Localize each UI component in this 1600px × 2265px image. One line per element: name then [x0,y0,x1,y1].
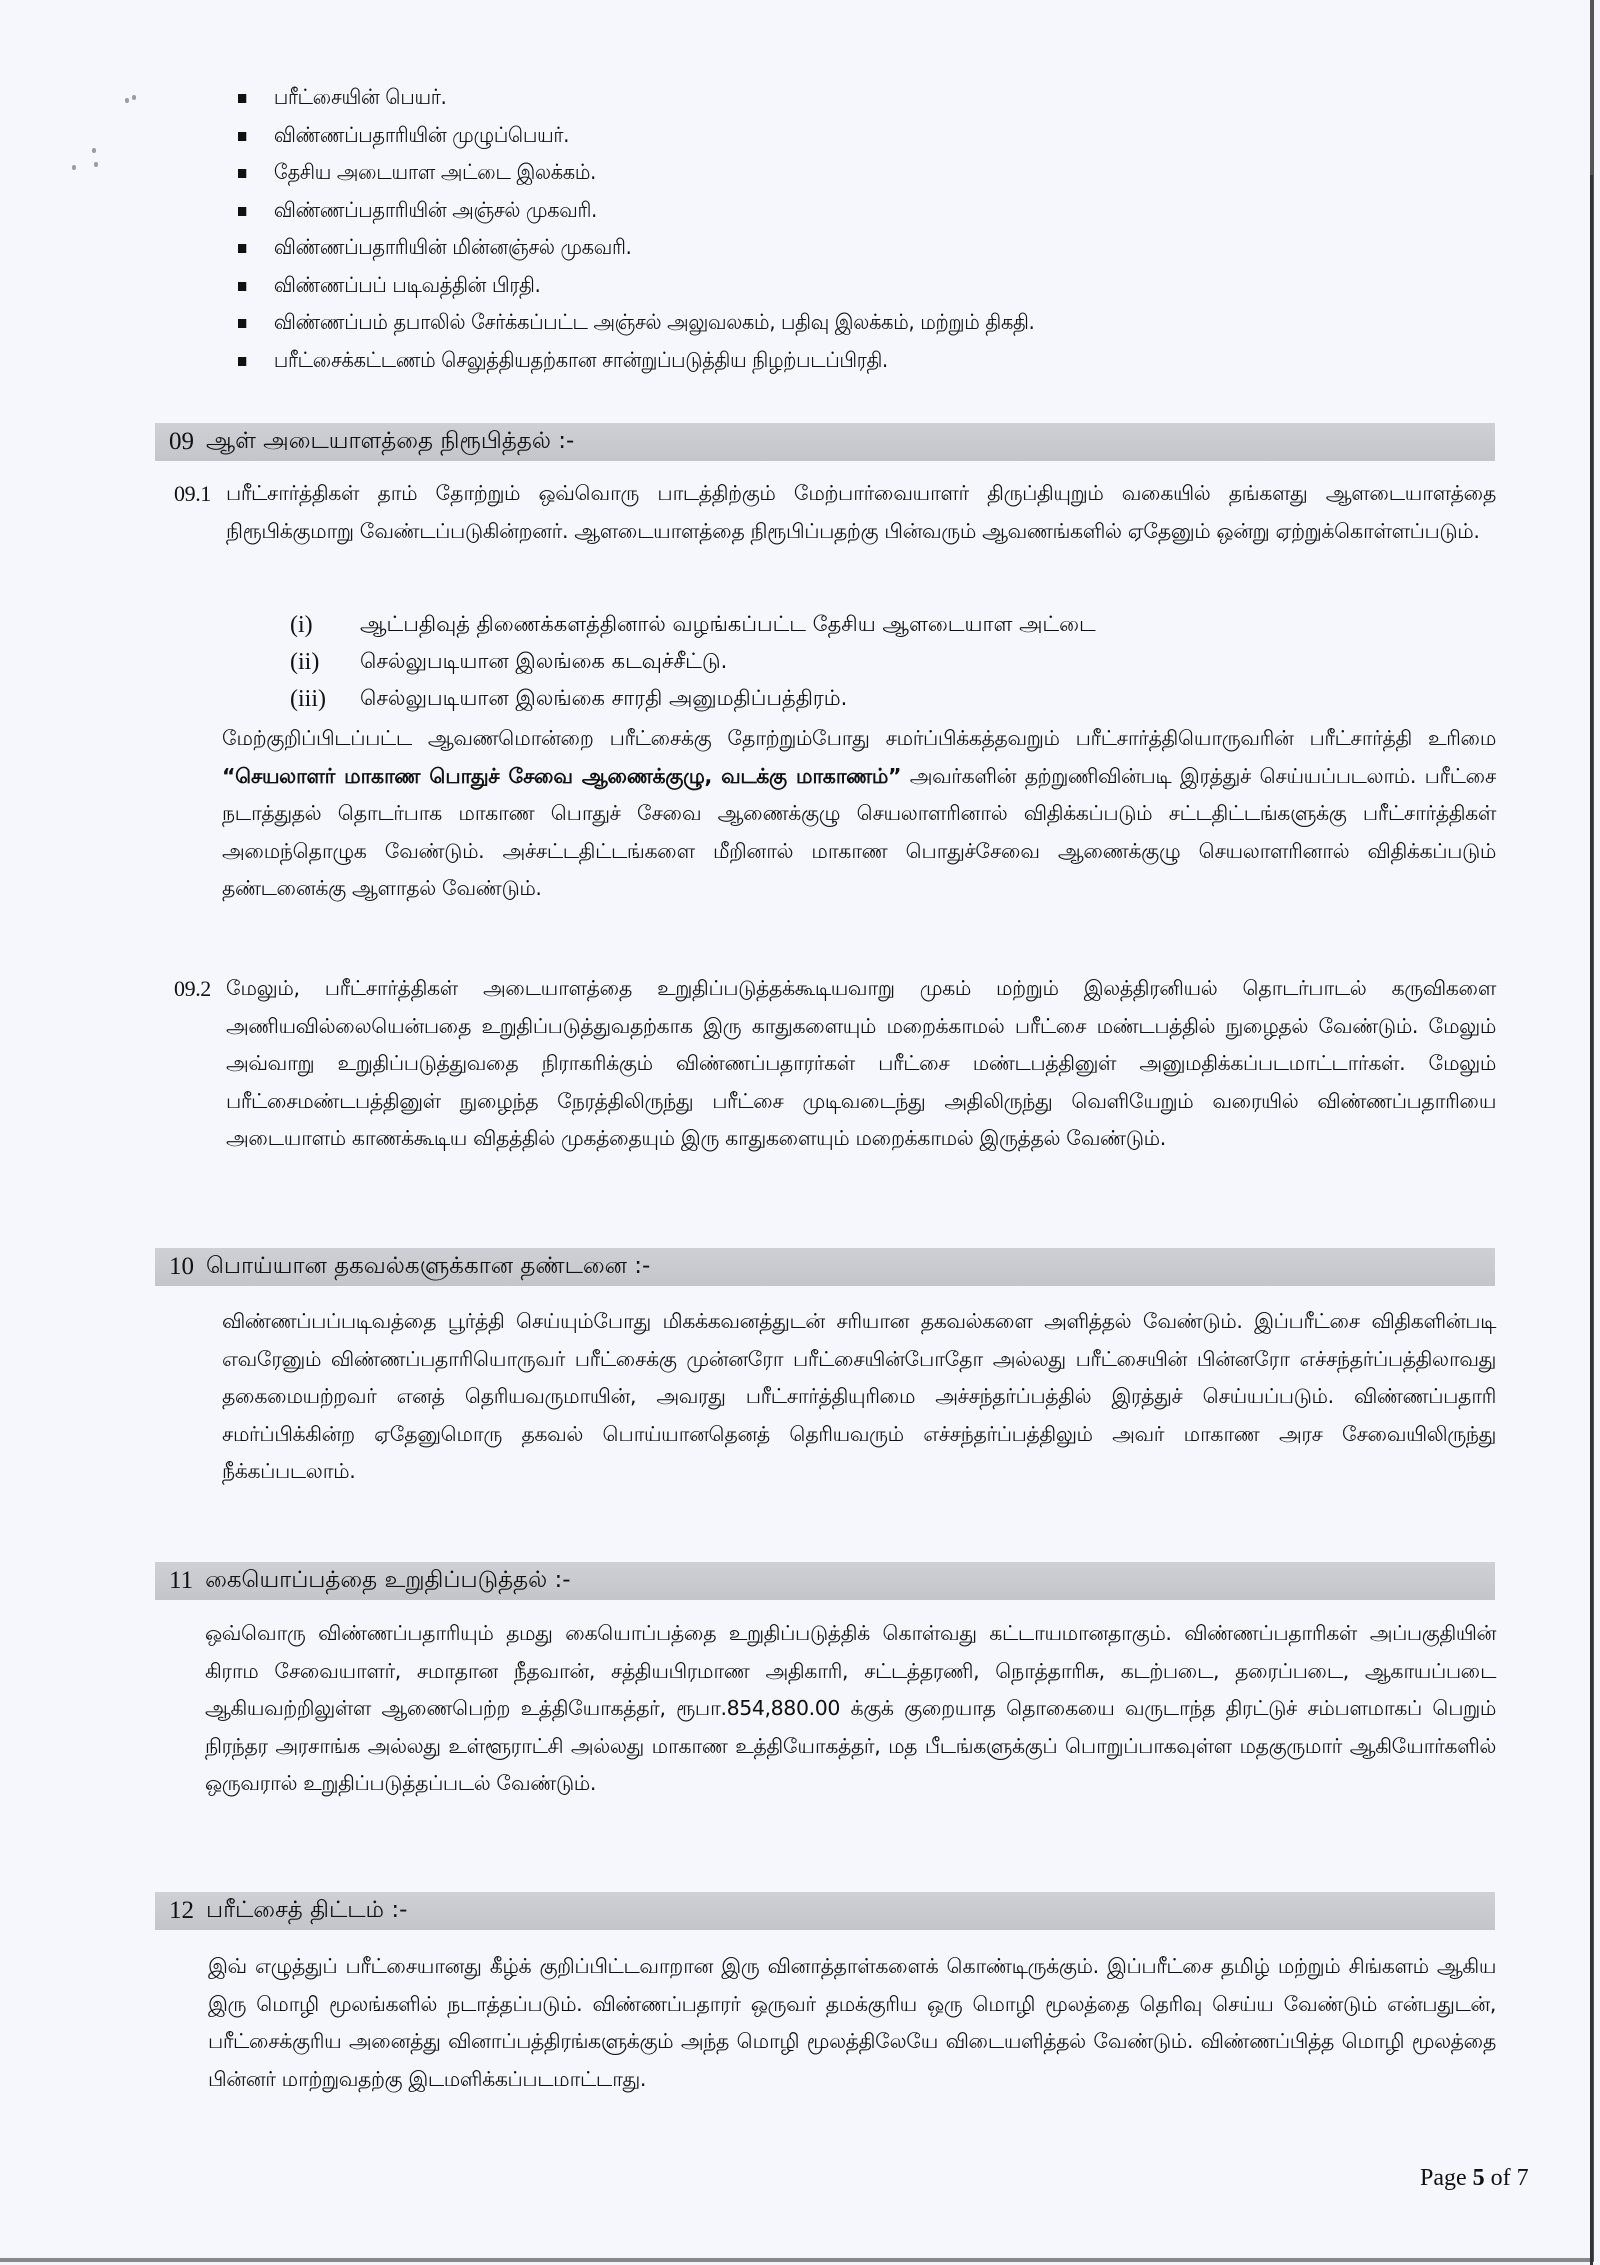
commission-name: “செயலாளர் மாகாண பொதுச் சேவை ஆணைக்குழு, வடக்கு மாகாணம்” [222,763,902,788]
section-heading-11 [155,1562,1495,1600]
speck [94,162,98,167]
document-option-2: (ii) செல்லுபடியான இலங்கை கடவுச்சீட்டு. [290,648,728,675]
bullet-square-icon [238,169,246,178]
paragraph-number: 09.1 [174,481,211,506]
page-edge-shadow [1590,175,1593,2265]
speck [132,95,136,100]
paragraph-09-1-continued: மேற்குறிப்பிடப்பட்ட ஆவணமொன்றை பரீட்சைக்கு தோற்றும்போது சமர்ப்பிக்கத்தவறும் பரீட்சார்த்தியொருவரின் பரீட்சார்த்தி உரிமை “செயலாளர் மாகாண பொதுச் சேவை ஆணைக்குழு, வடக்கு மாகாணம்” அவர்களின் தற்றுணிவின்படி இரத்துச் செய்யப்படலாம். பரீட்சை நடாத்துதல் தொடர்பாக மாகாண பொதுச் சேவை ஆணைக்குழு செயலாளரினால் விதிக்கப்படும் சட்டதிட்டங்களுக்கு பரீட்சார்த்திகள் அமைந்தொழுக வேண்டும். அச்சட்டதிட்டங்களை மீறினால் மாகாண பொதுச்சேவை ஆணைக்குழு செயலாளரினால் விதிக்கப்படும் தண்டனைக்கு ஆளாதல் வேண்டும். [222,726,1496,900]
bullet-square-icon [238,94,246,103]
list-item: விண்ணப்பதாரியின் மின்னஞ்சல் முகவரி. [238,230,1397,268]
list-item: விண்ணப்பதாரியின் முழுப்பெயர். [238,118,1397,156]
section-heading-10 [155,1248,1495,1286]
section-number: 09 [169,428,194,455]
paragraph-10: விண்ணப்பப்படிவத்தை பூர்த்தி செய்யும்போது மிகக்கவனத்துடன் சரியான தகவல்களை அளித்தல் வேண்டும். இப்பரீட்சை விதிகளின்படி எவரேனும் விண்ணப்பதாரியொருவர் பரீட்சைக்கு முன்னரோ பரீட்சையின்போதோ அல்லது பரீட்சையின் பின்னரோ எச்சந்தர்ப்பத்திலாவது தகைமையற்றவர் எனத் தெரியவருமாயின், அவரது பரீட்சார்த்தியுரிமை அச்சந்தர்ப்பத்தில் இரத்துச் செய்யப்படும். விண்ணப்பதாரி சமர்ப்பிக்கின்ற ஏதேனுமொரு தகவல் பொய்யானதெனத் தெரியவரும் எச்சந்தர்ப்பத்திலும் அவர் மாகாண அரச சேவையிலிருந்து நீக்கப்படலாம். [222,1309,1496,1483]
bullet-square-icon [238,132,246,141]
page-number: Page 5 of 7 [1420,2165,1529,2191]
speck [125,98,129,103]
document-option-1: (i) ஆட்பதிவுத் திணைக்களத்தினால் வழங்கப்பட்ட தேசிய ஆளடையாள அட்டை [290,611,1096,638]
bullet-square-icon [238,357,246,366]
document-option-3: (iii) செல்லுபடியான இலங்கை சாரதி அனுமதிப்பத்திரம். [290,685,848,712]
speck [72,165,76,170]
paragraph-09-1: 09.1 பரீட்சார்த்திகள் தாம் தோற்றும் ஒவ்வொரு பாடத்திற்கும் மேற்பார்வையாளர் திருப்தியுறும் வகையில் தங்களது ஆளடையாளத்தை நிரூபிக்குமாறு வேண்டப்படுகின்றனர். ஆளடையாளத்தை நிரூபிப்பதற்கு பின்வரும் ஆவணங்களில் ஏதேனும் ஒன்று ஏற்றுக்கொள்ளப்படும். [226,475,1496,550]
list-item: விண்ணப்பதாரியின் அஞ்சல் முகவரி. [238,193,1397,231]
list-item: பரீட்சைக்கட்டணம் செலுத்தியதற்கான சான்றுப்படுத்திய நிழற்படப்பிரதி. [238,343,1397,381]
section-number: 11 [169,1567,194,1594]
section-heading-09 [155,423,1495,461]
section-title: ஆள் அடையாளத்தை நிரூபித்தல் :- [206,427,575,454]
section-title: கையொப்பத்தை உறுதிப்படுத்தல் :- [205,1566,571,1593]
speck [92,148,96,153]
section-number: 10 [169,1253,194,1280]
section-title: பரீட்சைத் திட்டம் :- [206,1896,408,1923]
list-item: விண்ணப்பம் தபாலில் சேர்க்கப்பட்ட அஞ்சல் அலுவலகம், பதிவு இலக்கம், மற்றும் திகதி. [238,305,1397,343]
paragraph-09-2: 09.2 மேலும், பரீட்சார்த்திகள் அடையாளத்தை உறுதிப்படுத்தக்கூடியவாறு முகம் மற்றும் இலத்திரனியல் தொடர்பாடல் கருவிகளை அணியவில்லையென்பதை உறுதிப்படுத்துவதற்காக இரு காதுகளையும் மறைக்காமல் பரீட்சை மண்டபத்தில் நுழைதல் வேண்டும். மேலும் அவ்வாறு உறுதிப்படுத்துவதை நிராகரிக்கும் விண்ணப்பதாரர்கள் பரீட்சை மண்டபத்தினுள் அனுமதிக்கப்படமாட்டார்கள். மேலும் பரீட்சைமண்டபத்தினுள் நுழைந்த நேரத்திலிருந்து பரீட்சை முடிவடைந்து அதிலிருந்து வெளியேறும் வரையில் விண்ணப்பதாரியை அடையாளம் காணக்கூடிய விதத்தில் முகத்தையும் இரு காதுகளையும் மறைக்காமல் இருத்தல் வேண்டும். [226,970,1496,1158]
section-title: பொய்யான தகவல்களுக்கான தண்டனை :- [206,1252,651,1279]
bullet-square-icon [238,319,246,328]
paragraph-12: இவ் எழுத்துப் பரீட்சையானது கீழ்க் குறிப்பிட்டவாறான இரு வினாத்தாள்களைக் கொண்டிருக்கும். இப்பரீட்சை தமிழ் மற்றும் சிங்களம் ஆகிய இரு மொழி மூலங்களில் நடாத்தப்படும். விண்ணப்பதாரர் ஒருவர் தமக்குரிய ஒரு மொழி மூலத்தை தெரிவு செய்ய வேண்டும் என்பதுடன், பரீட்சைக்குரிய அனைத்து வினாப்பத்திரங்களுக்கும் அந்த மொழி மூலத்திலேயே விடையளித்தல் வேண்டும். விண்ணப்பித்த மொழி மூலத்தை பின்னர் மாற்றுவதற்கு இடமளிக்கப்படமாட்டாது. [208,1954,1496,2091]
section-heading-12 [155,1892,1495,1930]
scan-specks [40,90,140,170]
paragraph-11: ஒவ்வொரு விண்ணப்பதாரியும் தமது கையொப்பத்தை உறுதிப்படுத்திக் கொள்வது கட்டாயமானதாகும். விண்ணப்பதாரிகள் அப்பகுதியின் கிராம சேவையாளர், சமாதான நீதவான், சத்தியபிரமாண அதிகாரி, சட்டத்தரணி, நொத்தாரிசு, கடற்படை, தரைப்படை, ஆகாயப்படை ஆகியவற்றிலுள்ள ஆணைபெற்ற உத்தியோகத்தர், ரூபா.854,880.00 க்குக் குறையாத தொகையை வருடாந்த திரட்டுச் சம்பளமாகப் பெறும் நிரந்தர அரசாங்க அல்லது உள்ளூராட்சி அல்லது மாகாண உத்தியோகத்தர், மத பீடங்களுக்குப் பொறுப்பாகவுள்ள மதகுருமார் ஆகியோர்களில் ஒருவரால் உறுதிப்படுத்தப்படல் வேண்டும். [205,1621,1496,1795]
bullet-square-icon [238,244,246,253]
paragraph-number: 09.2 [174,976,211,1001]
required-details-list [238,80,1498,380]
list-item: தேசிய அடையாள அட்டை இலக்கம். [238,155,1397,193]
list-item: பரீட்சையின் பெயர். [238,80,1397,118]
bullet-square-icon [238,207,246,216]
section-number: 12 [169,1897,194,1924]
list-item: விண்ணப்பப் படிவத்தின் பிரதி. [238,268,1397,306]
bullet-square-icon [238,282,246,291]
